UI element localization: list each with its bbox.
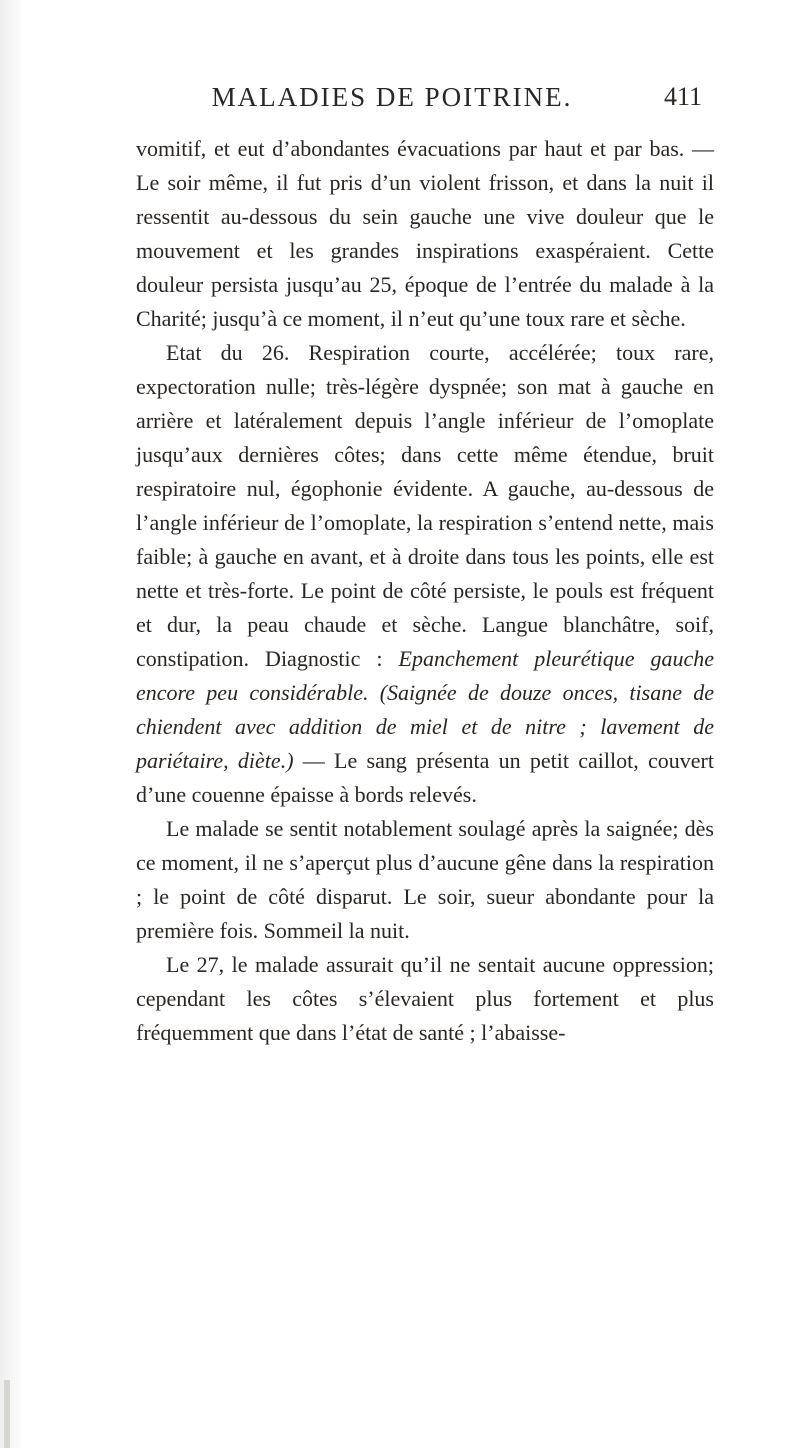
paragraph-4: Le 27, le malade assurait qu’il ne sentait aucune oppression; cependant les côtes s’élevaient plus fortement et plus fréquemment que dans l’état de santé ; l’abaisse- [136, 952, 714, 1045]
paragraph-2 [136, 336, 714, 812]
paragraph-2-text: Etat du 26. Respiration courte, accélérée; toux rare, expectoration nulle; très-légère dyspnée; son mat à gauche en arrière et latéralement depuis l’angle inférieur de l’omoplate jusqu’aux dernières côtes; dans cette même étendue, bruit respiratoire nul, égophonie évidente. A gauche, au-dessous de l’angle inférieur de l’omoplate, la respiration s’entend nette, mais faible; à gauche en avant, et à droite dans tous les points, elle est nette et très-forte. Le point de côté persiste, le pouls est fréquent et dur, la peau chaude et sèche. Langue blanchâtre, soif, constipation. Diagnostic : [136, 340, 714, 671]
page-header [112, 82, 702, 122]
margin-mark [4, 1380, 10, 1448]
body-text [136, 132, 714, 1050]
page-number: 411 [663, 82, 702, 111]
page-gutter-shadow [0, 0, 24, 1448]
running-head: MALADIES DE POITRINE. [211, 82, 573, 112]
diagnosis-italic: Epanchement pleurétique gauche encore peu considérable. (Saignée de douze onces, tisane de chiendent avec addition de miel et de nitre ; lavement de pariétaire, diète.) [136, 646, 714, 773]
paragraph-2-continuation: — Le sang présenta un petit caillot, couvert d’une couenne épaisse à bords relevés. [136, 748, 714, 807]
paragraph-1: vomitif, et eut d’abondantes évacuations par haut et par bas. — Le soir même, il fut pris d’un violent frisson, et dans la nuit il ressentit au-dessous du sein gauche une vive douleur que le mouvement et les grandes inspirations exaspéraient. Cette douleur persista jusqu’au 25, époque de l’entrée du malade à la Charité; jusqu’à ce moment, il n’eut qu’une toux rare et sèche. [136, 136, 714, 331]
paragraph-3: Le malade se sentit notablement soulagé après la saignée; dès ce moment, il ne s’aperçut plus d’aucune gêne dans la respiration ; le point de côté disparut. Le soir, sueur abondante pour la première fois. Sommeil la nuit. [136, 816, 714, 943]
